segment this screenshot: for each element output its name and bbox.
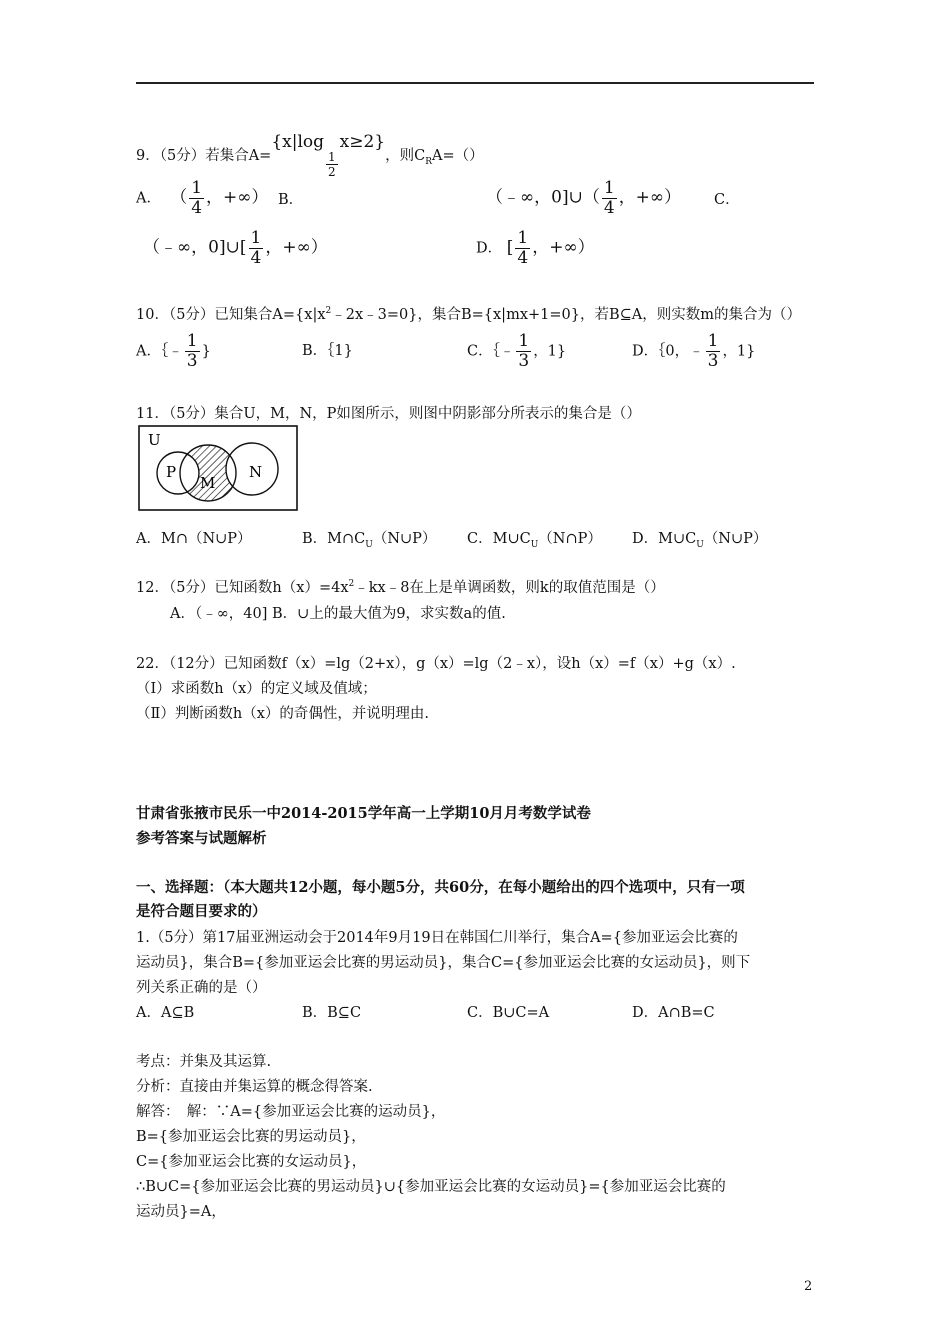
label-p: P: [166, 463, 177, 481]
q12-line2: A．（﹣∞，40] B．∪上的最大值为9，求实数a的值.: [170, 606, 506, 622]
q9-option-b-label: B．: [278, 192, 304, 208]
solution-line4: ∴B∪C={参加亚运会比赛的男运动员}∪{参加亚运会比赛的女运动员}={参加亚运会比赛的: [136, 1179, 726, 1195]
section-heading-line1: 一、选择题：（本大题共12小题，每小题5分，共60分，在每小题给出的四个选项中，只有一项: [136, 879, 745, 896]
venn-diagram: [138, 425, 298, 511]
q1-option-c: C．B∪C=A: [467, 1005, 550, 1021]
q22-stem: 22．（12分）已知函数f（x）=lg（2+x），g（x）=lg（2﹣x），设h（x）=f（x）+g（x）.: [136, 656, 736, 672]
q11-option-b: B．$M\cap C_U(N\cup P)$: [302, 531, 437, 550]
solution-line5: 运动员}=A，: [136, 1204, 226, 1220]
q9-option-a: A． （ $\frac{1}{4}$ ，+∞）: [136, 178, 269, 218]
answer-subtitle: 参考答案与试题解析: [136, 830, 267, 847]
q11-option-a: A．M∩（N∪P）: [136, 531, 252, 547]
q1-option-d: D．A∩B=C: [632, 1005, 715, 1021]
page-number: 2: [804, 1279, 813, 1294]
solution-fenxi: 分析：直接由并集运算的概念得答案.: [136, 1079, 373, 1095]
q10-option-c: C．｛﹣ $\frac{1}{3}$ ，1}: [467, 331, 567, 371]
q11-stem: 11．（5分）集合U，M，N，P如图所示，则图中阴影部分所表示的集合是（）: [136, 406, 641, 422]
q9-option-b: （﹣∞，0]∪（ $\frac{1}{4}$ ，+∞）: [486, 178, 682, 218]
header-rule: [136, 82, 814, 84]
solution-jieda: 解答： 解：∵A={参加亚运会比赛的运动员}，: [136, 1104, 446, 1120]
q22-part1: （Ⅰ）求函数h（x）的定义域及值域；: [136, 681, 377, 697]
q12-stem: 12．（5分）已知函数$h(x)=4x^2﹣kx﹣8$在上是单调函数，则k的取值范围是（）: [136, 579, 665, 596]
answer-title: 甘肃省张掖市民乐一中2014-2015学年高一上学期10月月考数学试卷: [136, 805, 591, 822]
q1-option-b: B．B⊆C: [302, 1005, 362, 1021]
q1-line1: 1.（5分）第17届亚洲运动会于2014年9月19日在韩国仁川举行，集合A={参加亚运会比赛的: [136, 930, 738, 946]
q1-line2: 运动员}，集合B={参加亚运会比赛的男运动员}，集合C={参加亚运会比赛的女运动员}，则下: [136, 955, 751, 971]
q10-option-a: A．｛﹣ $\frac{1}{3}$ }: [136, 331, 211, 371]
q10-stem: 10．（5分）已知集合$A=\{x|x^2﹣2x﹣3=0\}$，集合B={x|mx+1=0}，若B⊆A，则实数m的集合为（）: [136, 306, 801, 323]
q9-option-c: （﹣∞，0]∪[ $\frac{1}{4}$ ，+∞）: [143, 228, 328, 268]
q9-option-c-label: C．: [714, 192, 740, 208]
label-n: N: [249, 463, 263, 481]
label-u: U: [148, 431, 161, 449]
q10-option-d: D．｛0，﹣ $\frac{1}{3}$ ，1}: [632, 331, 756, 371]
solution-line2: B={参加亚运会比赛的男运动员}，: [136, 1129, 366, 1145]
q11-option-d: D．$M\cup C_U(N\cup P)$: [632, 531, 768, 550]
q1-line3: 列关系正确的是（）: [136, 980, 267, 996]
q9-stem: 9．（5分）若集合A={x|log $\frac{1}{2}$ x≥2}，则$C_RA=()$: [136, 132, 484, 179]
label-m: M: [200, 474, 216, 492]
solution-kaodian: 考点：并集及其运算.: [136, 1054, 272, 1070]
q1-option-a: A．A⊆B: [136, 1005, 195, 1021]
section-heading-line2: 是符合题目要求的）: [136, 903, 267, 920]
q10-option-b: B．｛1}: [302, 343, 353, 359]
q9-option-d: D． [ $\frac{1}{4}$ ，+∞）: [476, 228, 595, 268]
q11-option-c: C．$M\cup C_U(N\cap P)$: [467, 531, 602, 550]
solution-line3: C={参加亚运会比赛的女运动员}，: [136, 1154, 367, 1170]
q9-set: {x|log $\frac{1}{2}$ x≥2}: [271, 132, 386, 179]
q22-part2: （Ⅱ）判断函数h（x）的奇偶性，并说明理由.: [136, 706, 429, 722]
